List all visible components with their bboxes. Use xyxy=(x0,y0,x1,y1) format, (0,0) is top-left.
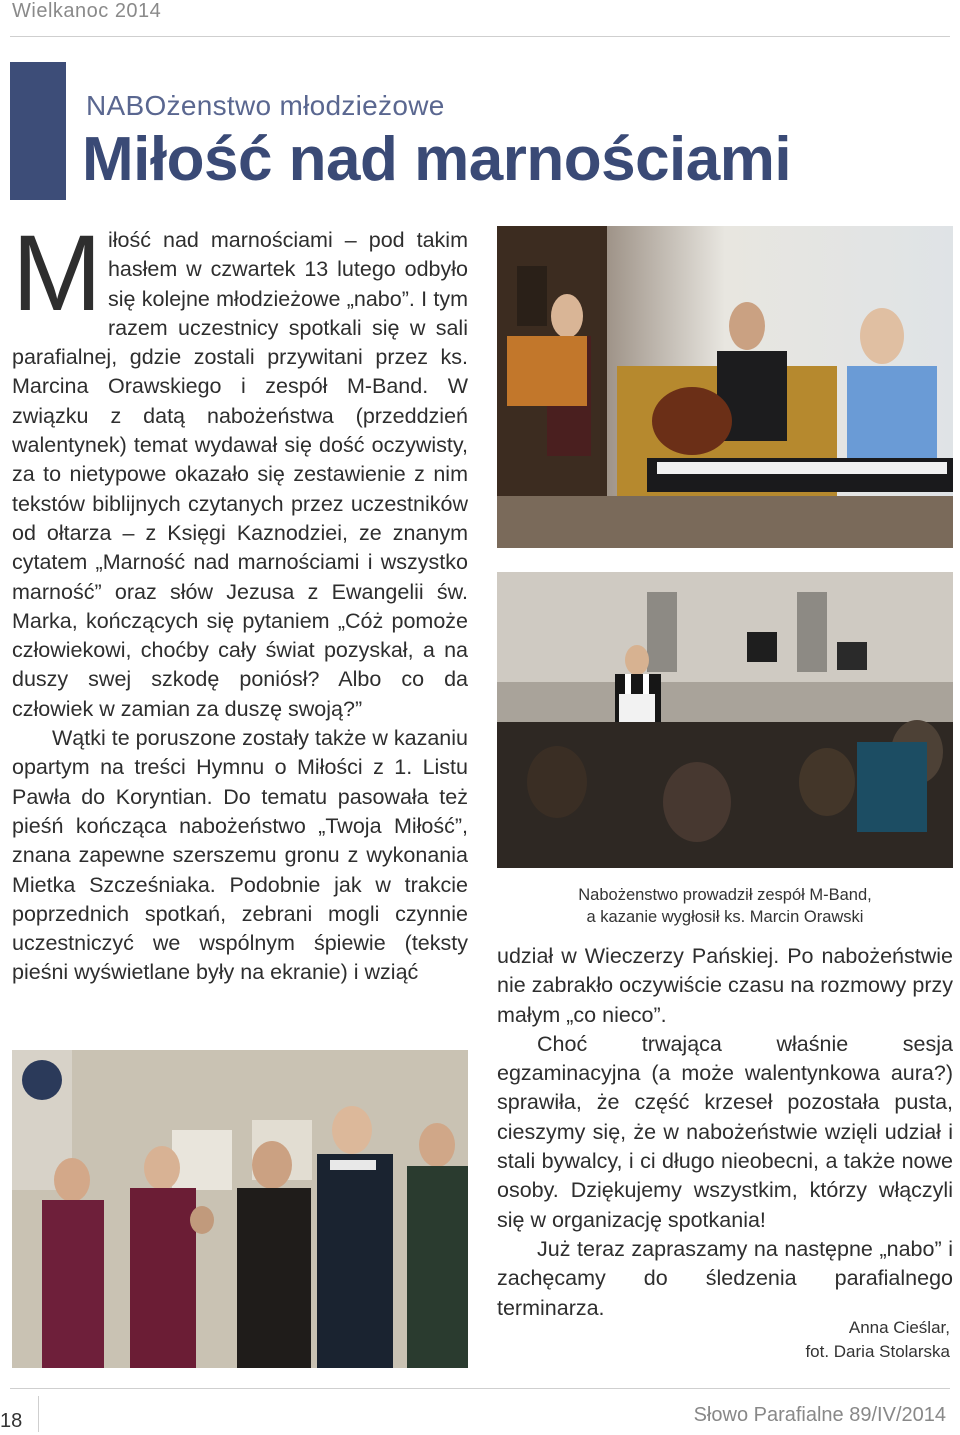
footer-divider xyxy=(10,1388,950,1389)
paragraph-4: Choć trwająca właśnie sesja egzaminacyjna (a może walentynkowa aura?) sprawiła, że część krzeseł pozostała pusta, cieszymy się, że w nabożeństwie wzięli udział i stali bywalcy, i ci długo nieobecni, a także nowe osoby. Dziękujemy wszystkim, którzy włączyli się w organizację spotkania! xyxy=(497,1031,953,1232)
page-number: 18 xyxy=(0,1410,23,1432)
section-kicker: NABOżenstwo młodzieżowe xyxy=(86,90,445,121)
photo-credit: fot. Daria Stolarska xyxy=(805,1342,950,1361)
author-name: Anna Cieślar, xyxy=(848,1318,950,1337)
article-signature xyxy=(805,1316,950,1364)
caption-line-2: a kazanie wygłosił ks. Marcin Orawski xyxy=(586,908,864,926)
running-header: Wielkanoc 2014 xyxy=(12,0,162,22)
paragraph-2: Wątki te poruszone zostały także w kazaniu opartym na treści Hymnu o Miłości z 1. Listu Pawła do Koryntian. Do tematu pasowała też pieśń kończąca nabożeństwo „Twoja Miłość”, znana zapewne szerszemu gronu z wykonania Mietka Szcześniaka. Podobnie jak w trakcie poprzednich spotkań, zebrani mogli czynnie uczestniczyć we wspólnym śpiewie (teksty pieśni wyświetlane były na ekranie) i wziąć xyxy=(12,726,468,985)
left-column xyxy=(12,212,468,988)
sermon-photo xyxy=(497,572,953,868)
paragraph-5: Już teraz zapraszamy na następne „nabo” i zachęcamy do śledzenia parafialnego terminarza. xyxy=(497,1236,953,1320)
title-accent-bar xyxy=(10,62,66,200)
header-divider xyxy=(10,36,950,37)
paragraph-1-text: iłość nad marnościami – pod takim hasłem w czwartek 13 lutego odbyło się kolejne młodzieżowe „nabo”. I tym razem uczestnicy spotkali się w sali parafialnej, gdzie zostali przywitani przez ks. Marcina Orawskiego i zespół M-Band. W związku z datą nabożeństwa (przeddzień walentynek) temat wydawał się dość oczywisty, za to nietypowe okazało się zestawienie z nim tekstów biblijnych czytanych przez uczestników od ołtarza – z Księgi Kaznodziei, ze znanym cytatem „Marność nad marnościami i wszystko marność” oraz słów Jezusa z Ewangelii św. Marka, kończących się pytaniem „Cóż pomoże człowiekowi, choćby cały świat pozyskał, a na duszy swej szkodę poniósł? Albo co da człowiek w zamian za duszę swoją?” xyxy=(12,228,468,721)
caption-line-1: Nabożenstwo prowadził zespół M-Band, xyxy=(578,886,872,904)
paragraph-3: udział w Wieczerzy Pańskiej. Po nabożeństwie nie zabrakło oczywiście czasu na rozmowy przy małym „co nieco”. xyxy=(497,944,953,1027)
photo-caption xyxy=(497,884,953,928)
drop-cap: M xyxy=(12,212,102,333)
paragraph-1 xyxy=(12,212,468,724)
publication-name: Słowo Parafialne 89/IV/2014 xyxy=(693,1404,946,1426)
right-column xyxy=(497,942,953,1323)
page-number-divider xyxy=(38,1396,39,1432)
article-title: Miłość nad marnościami xyxy=(82,125,792,194)
band-photo xyxy=(497,226,953,548)
congregation-photo xyxy=(12,1050,468,1368)
